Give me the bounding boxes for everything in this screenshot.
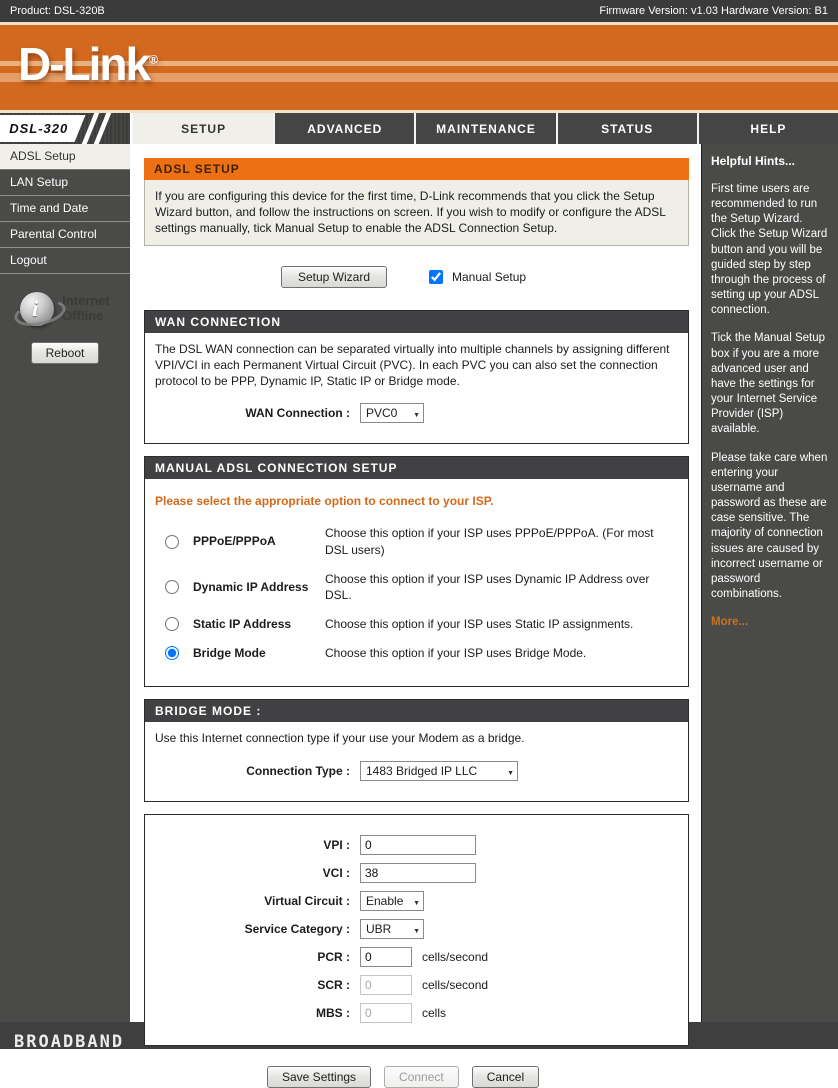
- sidebar-item-lan-setup[interactable]: LAN Setup: [0, 170, 130, 196]
- hint-paragraph: Tick the Manual Setup box if you are a more advanced user and have the settings for your Internet Service Provider (ISP) available.: [711, 332, 825, 436]
- dynamic-ip-description: Choose this option if your ISP uses Dynamic IP Address over DSL.: [325, 571, 650, 602]
- dropdown-arrow-icon: [499, 763, 514, 779]
- device-model-plate: [0, 115, 85, 142]
- tab-status[interactable]: STATUS: [556, 113, 697, 144]
- scr-unit: cells/second: [422, 977, 489, 992]
- reboot-button[interactable]: Reboot: [31, 342, 100, 364]
- connection-type-label: Connection Type :: [246, 763, 350, 778]
- tab-setup[interactable]: SETUP: [132, 113, 273, 144]
- vpi-label: VPI :: [323, 837, 350, 852]
- static-ip-description: Choose this option if your ISP uses Static IP assignments.: [325, 617, 634, 632]
- tab-maintenance[interactable]: MAINTENANCE: [414, 113, 555, 144]
- mbs-label: MBS :: [316, 1005, 350, 1020]
- option-row-pppoe: [155, 525, 678, 557]
- pppoe-radio[interactable]: [165, 535, 179, 549]
- isp-option-prompt: Please select the appropriate option to connect to your ISP.: [155, 494, 494, 509]
- bridge-mode-radio[interactable]: [165, 646, 179, 660]
- vci-input[interactable]: [360, 863, 476, 883]
- pppoe-description: Choose this option if your ISP uses PPPoE/PPPoA. (For most DSL users): [325, 526, 654, 557]
- tab-help[interactable]: HELP: [697, 113, 838, 144]
- mbs-unit: cells: [422, 1005, 447, 1020]
- manual-setup-label[interactable]: Manual Setup: [452, 269, 527, 284]
- manual-adsl-section: [144, 456, 689, 687]
- static-ip-label: Static IP Address: [193, 617, 292, 632]
- main-nav: [0, 113, 838, 144]
- pppoe-label: PPPoE/PPPoA: [193, 534, 276, 549]
- sidebar-item-adsl-setup[interactable]: ADSL Setup: [0, 144, 130, 170]
- firmware-label: Firmware Version: v1.03 Hardware Version: B1: [599, 5, 828, 17]
- bridge-mode-header: BRIDGE MODE :: [145, 700, 688, 722]
- cancel-button[interactable]: Cancel: [472, 1066, 539, 1088]
- option-row-static-ip: [155, 616, 678, 632]
- wan-connection-header: WAN CONNECTION: [145, 311, 688, 333]
- virtual-circuit-select[interactable]: Enable ▼: [360, 891, 424, 911]
- broadband-logo: BROADBAND: [14, 1032, 125, 1052]
- dlink-logo: D-Link®: [18, 38, 158, 90]
- dropdown-arrow-icon: [405, 921, 420, 937]
- option-row-bridge-mode: [155, 645, 678, 661]
- left-sidebar: [0, 144, 130, 1022]
- brand-banner: [0, 25, 838, 110]
- scr-label: SCR :: [317, 977, 350, 992]
- product-label: Product: DSL-320B: [10, 5, 105, 17]
- manual-adsl-header: MANUAL ADSL CONNECTION SETUP: [145, 457, 688, 479]
- pcr-label: PCR :: [317, 949, 350, 964]
- mbs-input[interactable]: [360, 1003, 412, 1023]
- static-ip-radio[interactable]: [165, 617, 179, 631]
- bridge-mode-label: Bridge Mode: [193, 646, 266, 661]
- sidebar-item-time-and-date[interactable]: Time and Date: [0, 196, 130, 222]
- scr-input[interactable]: [360, 975, 412, 995]
- option-row-dynamic-ip: [155, 571, 678, 603]
- action-buttons-row: [144, 1066, 689, 1088]
- device-model-label: DSL-320: [9, 121, 69, 136]
- device-model-logo: [0, 113, 130, 144]
- sidebar-item-logout[interactable]: Logout: [0, 248, 130, 274]
- internet-status-text: Internet Offline: [62, 293, 110, 323]
- registered-mark: ®: [149, 52, 158, 67]
- dynamic-ip-label: Dynamic IP Address: [193, 579, 309, 594]
- dropdown-arrow-icon: [405, 893, 420, 909]
- tab-advanced[interactable]: ADVANCED: [273, 113, 414, 144]
- connect-button[interactable]: Connect: [384, 1066, 459, 1088]
- hint-paragraph: Please take care when entering your username and password as these are case sensitive. The majority of connection issues are caused by incorrect username or password combinations.: [711, 451, 828, 601]
- save-settings-button[interactable]: Save Settings: [267, 1066, 371, 1088]
- adsl-setup-header: ADSL SETUP: [144, 158, 689, 180]
- pcr-input[interactable]: [360, 947, 412, 967]
- hints-title: Helpful Hints...: [711, 154, 795, 168]
- service-category-select[interactable]: UBR ▼: [360, 919, 424, 939]
- info-globe-icon: [20, 292, 54, 326]
- manual-setup-checkbox[interactable]: [429, 270, 443, 284]
- pcr-unit: cells/second: [422, 949, 489, 964]
- virtual-circuit-label: Virtual Circuit :: [264, 893, 350, 908]
- more-link[interactable]: More...: [711, 616, 749, 629]
- wan-connection-description: The DSL WAN connection can be separated virtually into multiple channels by assigning different VPI/VCI in each Permanent Virtual Circuit (PVC). In each PVC you can also set the connection protocol to be PPP, Dynamic IP, Static IP or Bridge mode.: [155, 341, 670, 388]
- bridge-mode-description: Use this Internet connection type if your use your Modem as a bridge.: [155, 731, 525, 746]
- internet-status-indicator: [20, 292, 110, 326]
- helpful-hints-panel: [701, 144, 838, 1022]
- setup-wizard-button[interactable]: Setup Wizard: [281, 266, 387, 288]
- sidebar-item-parental-control[interactable]: Parental Control: [0, 222, 130, 248]
- adsl-setup-intro: If you are configuring this device for the first time, D-Link recommends that you click the Setup Wizard button, and follow the instructions on screen. If you wish to modify or configure the ADSL settings manually, tick Manual Setup to enable the ADSL Connection Setup.: [144, 180, 689, 246]
- main-content: [130, 144, 701, 1084]
- service-category-label: Service Category :: [244, 921, 350, 936]
- hint-paragraph: First time users are recommended to run the Setup Wizard. Click the Setup Wizard button and you will be guided step by step through the process of setting up your ADSL connection.: [711, 182, 828, 317]
- vci-label: VCI :: [322, 865, 350, 880]
- dynamic-ip-radio[interactable]: [165, 580, 179, 594]
- wan-connection-section: [144, 310, 689, 445]
- vpi-input[interactable]: [360, 835, 476, 855]
- connection-type-select[interactable]: 1483 Bridged IP LLC ▼: [360, 761, 518, 781]
- bridge-mode-section: [144, 699, 689, 801]
- wizard-row: [144, 266, 689, 288]
- top-status-bar: [0, 0, 838, 22]
- wan-connection-select[interactable]: PVC0 ▼: [360, 403, 424, 423]
- bridge-mode-description: Choose this option if your ISP uses Bridge Mode.: [325, 646, 587, 661]
- dropdown-arrow-icon: [405, 405, 420, 421]
- wan-connection-label: WAN Connection :: [245, 406, 350, 421]
- atm-settings-section: [144, 814, 689, 1046]
